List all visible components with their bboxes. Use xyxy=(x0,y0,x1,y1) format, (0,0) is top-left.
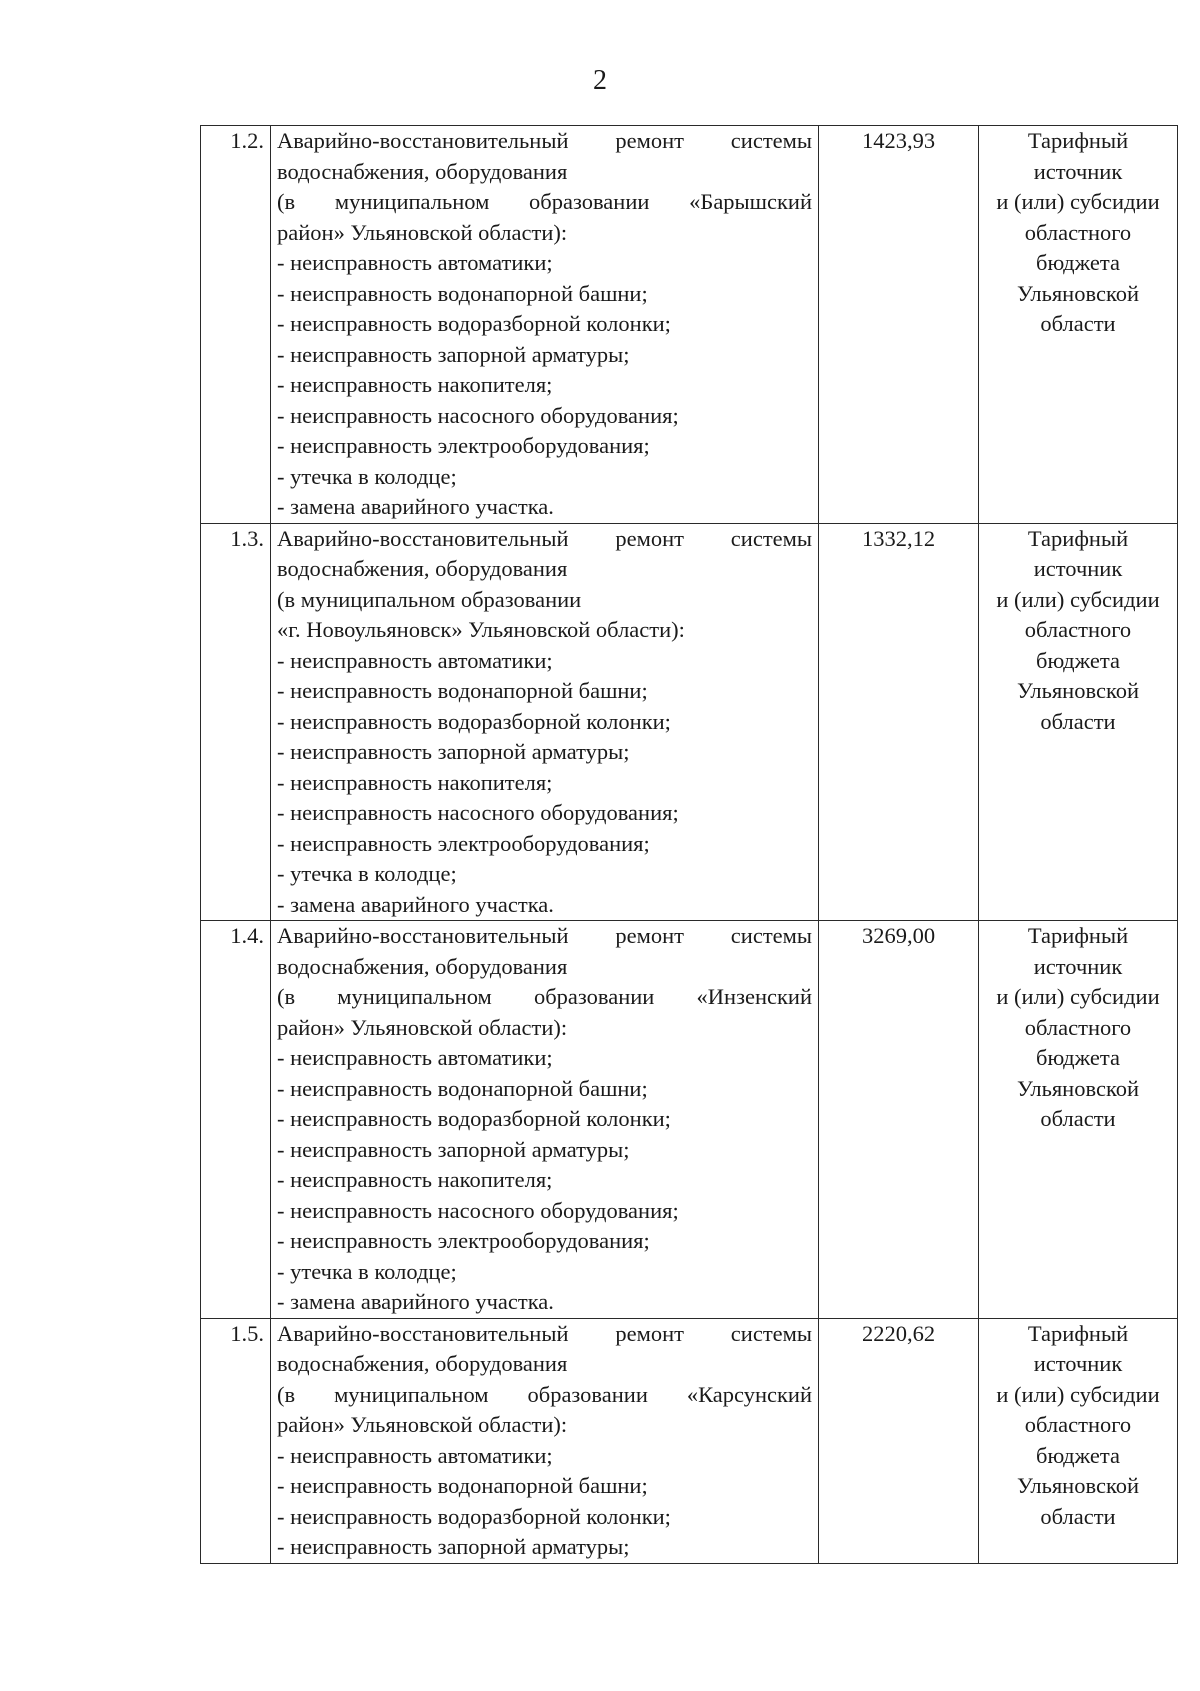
description-line: Аварийно-восстановительный ремонт системы xyxy=(277,128,812,153)
description-line: (в муниципальном образовании «Барышский xyxy=(277,189,812,214)
description-line: - неисправность водонапорной башни; xyxy=(277,1473,648,1498)
description-line: водоснабжения, оборудования xyxy=(277,556,568,581)
description-line: - утечка в колодце; xyxy=(277,1258,457,1284)
item-description xyxy=(271,523,819,921)
description-line: (в муниципальном образовании «Карсунский xyxy=(277,1381,812,1407)
table-row xyxy=(201,1318,1178,1563)
description-line: водоснабжения, оборудования xyxy=(277,158,568,184)
measures-table xyxy=(200,125,1178,1564)
source-line: Ульяновской xyxy=(1016,1473,1140,1498)
source-line: источник xyxy=(1033,1351,1123,1376)
description-line: район» Ульяновской области): xyxy=(277,1412,568,1437)
source-line: областного xyxy=(1024,1412,1132,1437)
description-line: - неисправность электрооборудования; xyxy=(277,830,650,856)
source-line: областного xyxy=(1024,1014,1132,1040)
source-line: Тарифный xyxy=(1027,128,1129,153)
item-amount: 2220,62 xyxy=(819,1318,979,1563)
item-description xyxy=(271,1318,819,1563)
source-line: и (или) субсидии xyxy=(996,586,1160,612)
description-line: - неисправность насосного оборудования; xyxy=(277,402,679,428)
description-line: - утечка в колодце; xyxy=(277,861,457,886)
description-line: - утечка в колодце; xyxy=(277,463,457,489)
item-amount: 3269,00 xyxy=(819,921,979,1319)
description-line: «г. Новоульяновск» Ульяновской области): xyxy=(277,617,685,642)
description-line: (в муниципальном образовании xyxy=(277,586,582,612)
description-line: - неисправность электрооборудования; xyxy=(277,433,650,458)
source-line: источник xyxy=(1033,953,1123,979)
description-line: - неисправность водоразборной колонки; xyxy=(277,1503,671,1529)
description-line: - неисправность водонапорной башни; xyxy=(277,1075,648,1101)
source-line: источник xyxy=(1033,556,1123,581)
item-number: 1.4. xyxy=(201,921,271,1319)
description-line: - неисправность запорной арматуры; xyxy=(277,1136,630,1162)
source-line: областного xyxy=(1024,617,1132,642)
description-line: - неисправность запорной арматуры; xyxy=(277,1534,630,1559)
description-line: - неисправность автоматики; xyxy=(277,1442,553,1468)
description-line: - неисправность автоматики; xyxy=(277,250,553,275)
description-line: водоснабжения, оборудования xyxy=(277,1351,568,1376)
page-number: 2 xyxy=(593,65,607,96)
description-line: район» Ульяновской области): xyxy=(277,1014,568,1040)
item-amount: 1332,12 xyxy=(819,523,979,921)
source-line: области xyxy=(1040,708,1116,734)
description-line: - неисправность водоразборной колонки; xyxy=(277,708,671,734)
description-line: - замена аварийного участка. xyxy=(277,1289,554,1314)
table-row xyxy=(201,523,1178,921)
source-line: областного xyxy=(1024,219,1132,245)
description-line: - неисправность автоматики; xyxy=(277,1045,553,1070)
description-line: - неисправность электрооборудования; xyxy=(277,1228,650,1253)
table-body xyxy=(201,126,1178,1564)
description-line: Аварийно-восстановительный ремонт системы xyxy=(277,923,812,948)
source-line: Тарифный xyxy=(1027,923,1129,948)
description-line: - замена аварийного участка. xyxy=(277,891,554,917)
source-line: бюджета xyxy=(1036,250,1120,275)
funding-source xyxy=(979,523,1178,921)
source-line: Тарифный xyxy=(1027,525,1129,551)
description-line: - неисправность автоматики; xyxy=(277,647,553,673)
description-line: - неисправность запорной арматуры; xyxy=(277,739,630,764)
description-line: район» Ульяновской области): xyxy=(277,219,568,245)
description-line: - неисправность насосного оборудования; xyxy=(277,1197,679,1223)
source-line: и (или) субсидии xyxy=(996,984,1160,1009)
source-line: Ульяновской xyxy=(1016,280,1140,306)
source-line: бюджета xyxy=(1036,1442,1120,1468)
description-line: - неисправность накопителя; xyxy=(277,372,553,397)
source-line: Ульяновской xyxy=(1016,1075,1140,1101)
source-line: и (или) субсидии xyxy=(996,189,1160,214)
table-row xyxy=(201,126,1178,524)
description-line: - неисправность насосного оборудования; xyxy=(277,800,679,825)
source-line: и (или) субсидии xyxy=(996,1381,1160,1407)
description-line: Аварийно-восстановительный ремонт системы xyxy=(277,1320,812,1346)
description-line: - неисправность накопителя; xyxy=(277,769,553,795)
funding-source xyxy=(979,126,1178,524)
description-line: - неисправность водоразборной колонки; xyxy=(277,1106,671,1131)
source-line: бюджета xyxy=(1036,647,1120,673)
description-line: (в муниципальном образовании «Инзенский xyxy=(277,984,812,1009)
description-line: - неисправность водонапорной башни; xyxy=(277,678,648,703)
item-description xyxy=(271,126,819,524)
description-line: - неисправность водонапорной башни; xyxy=(277,280,648,306)
source-line: области xyxy=(1040,1106,1116,1131)
item-number: 1.5. xyxy=(201,1318,271,1563)
funding-source xyxy=(979,1318,1178,1563)
source-line: области xyxy=(1040,311,1116,336)
item-description xyxy=(271,921,819,1319)
source-line: бюджета xyxy=(1036,1045,1120,1070)
description-line: - неисправность запорной арматуры; xyxy=(277,341,630,367)
funding-source xyxy=(979,921,1178,1319)
source-line: Тарифный xyxy=(1027,1320,1129,1346)
item-amount: 1423,93 xyxy=(819,126,979,524)
description-line: водоснабжения, оборудования xyxy=(277,953,568,979)
description-line: - неисправность водоразборной колонки; xyxy=(277,311,671,336)
description-line: Аварийно-восстановительный ремонт системы xyxy=(277,525,812,551)
description-line: - замена аварийного участка. xyxy=(277,494,554,519)
item-number: 1.2. xyxy=(201,126,271,524)
item-number: 1.3. xyxy=(201,523,271,921)
description-line: - неисправность накопителя; xyxy=(277,1167,553,1192)
source-line: источник xyxy=(1033,158,1123,184)
source-line: Ульяновской xyxy=(1016,678,1140,703)
table-row xyxy=(201,921,1178,1319)
source-line: области xyxy=(1040,1503,1116,1529)
